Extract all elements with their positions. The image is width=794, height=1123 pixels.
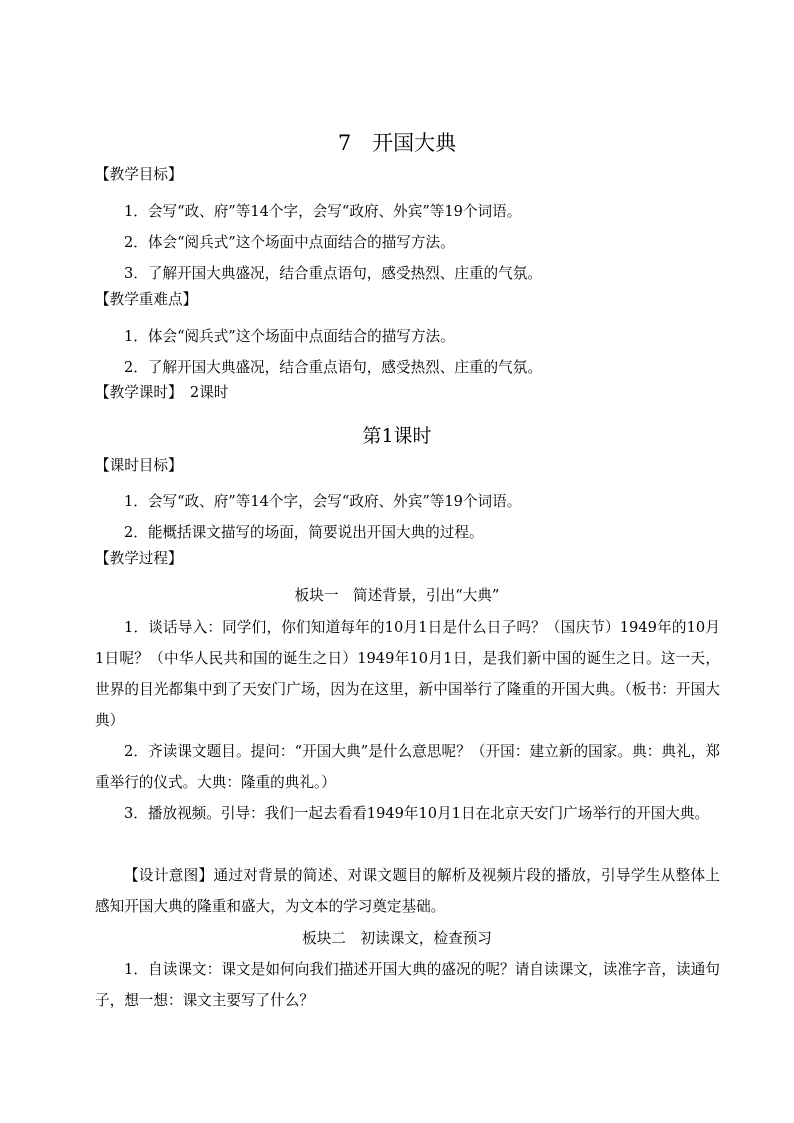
key-point-item: 2．了解开国大典盛况，结合重点语句，感受热烈、庄重的气氛。 — [124, 359, 542, 376]
design-intent-paragraph: 【设计意图】通过对背景的简述、对课文题目的解析及视频片段的播放，引导学生从整体上感知开国大典的隆重和盛大，为文本的学习奠定基础。 — [95, 867, 720, 915]
goals-heading: 【教学目标】 — [95, 166, 183, 183]
process-heading: 【教学过程】 — [95, 550, 183, 567]
page-title: 7 开国大典 — [337, 131, 457, 155]
key-point-item: 1．体会“阅兵式”这个场面中点面结合的描写方法。 — [124, 328, 455, 345]
paragraph: 3．播放视频。引导：我们一起去看看1949年10月1日在北京天安门广场举行的开国大典。 — [124, 805, 710, 822]
block-title: 板块二 初读课文，检查预习 — [302, 930, 492, 947]
paragraph: 2．齐读课文题目。提问：“开国大典”是什么意思呢？（开国：建立新的国家。典：典礼，郑重举行的仪式。大典：隆重的典礼。） — [95, 743, 720, 791]
goal-item: 3．了解开国大典盛况，结合重点语句，感受热烈、庄重的气氛。 — [124, 265, 542, 282]
lesson-goals-heading: 【课时目标】 — [95, 457, 183, 474]
lesson-title: 第1课时 — [362, 425, 432, 447]
class-hours-line: 【教学课时】 2课时 — [95, 384, 229, 401]
paragraph: 1．自读课文：课文是如何向我们描述开国大典的盛况的呢？请自读课文，读准字音，读通句子，想一想：课文主要写了什么？ — [95, 961, 720, 1009]
key-points-heading: 【教学重难点】 — [95, 291, 198, 308]
goal-item: 2．体会“阅兵式”这个场面中点面结合的描写方法。 — [124, 234, 455, 251]
lesson-goal-item: 1．会写“政、府”等14个字，会写“政府、外宾”等19个词语。 — [124, 493, 522, 510]
goal-item: 1．会写“政、府”等14个字，会写“政府、外宾”等19个词语。 — [124, 203, 522, 220]
block-title: 板块一 简述背景，引出“大典” — [294, 587, 500, 604]
paragraph: 1．谈话导入：同学们，你们知道每年的10月1日是什么日子吗？（国庆节）1949年的10月1日呢？（中华人民共和国的诞生之日）1949年10月1日，是我们新中国的诞生之日。这一天，世界的目光都集中到了天安门广场，因为在这里，新中国举行了隆重的开国大典。（板书：开国大典） — [95, 619, 720, 729]
lesson-goal-item: 2．能概括课文描写的场面，简要说出开国大典的过程。 — [124, 524, 484, 541]
